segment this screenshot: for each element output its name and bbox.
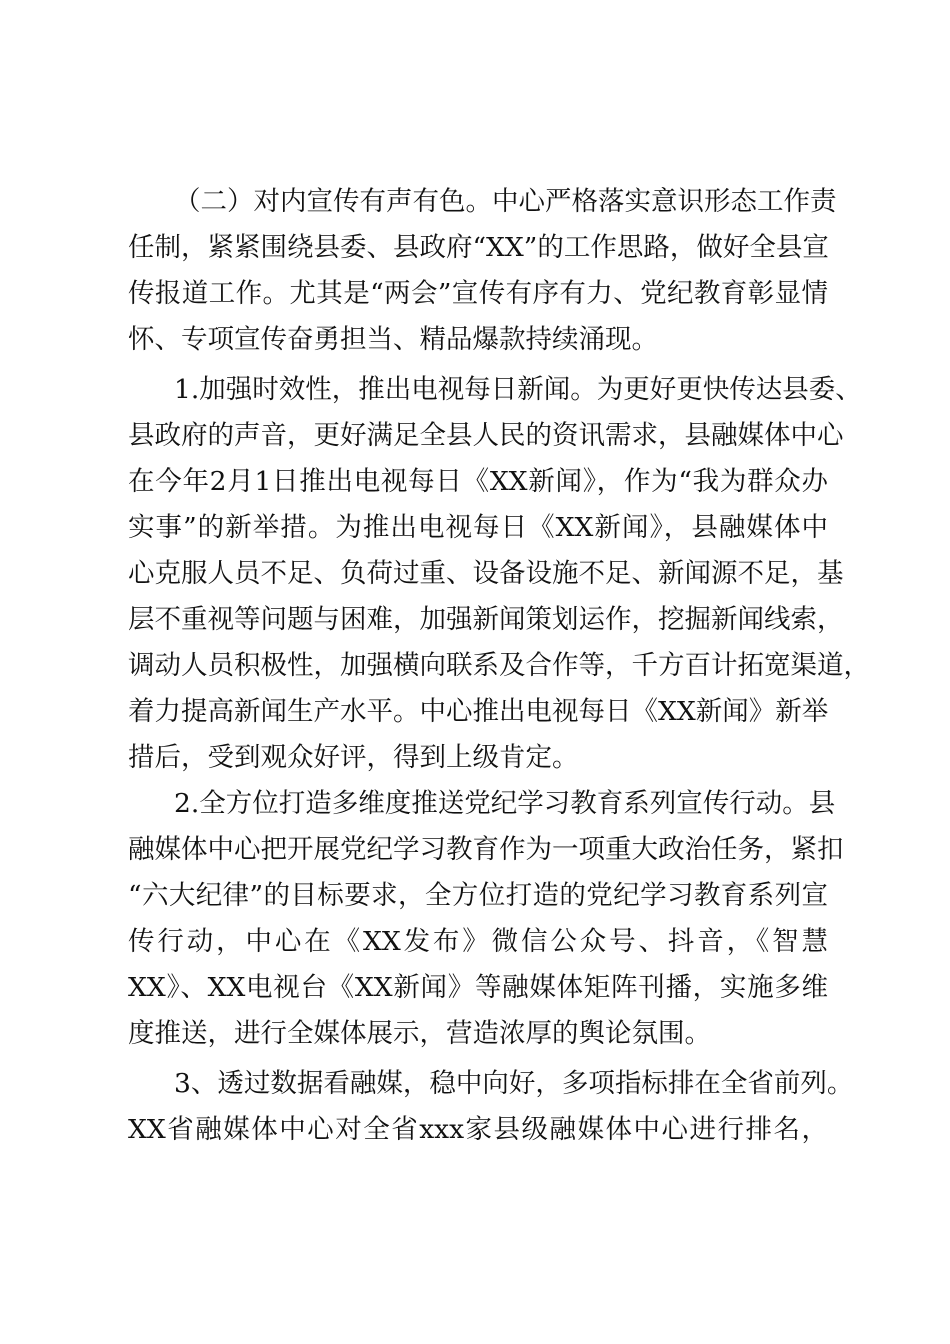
paragraph-line: 心克服人员不足、负荷过重、设备设施不足、新闻源不足，基 xyxy=(128,558,844,589)
paragraph-line: 任制，紧紧围绕县委、县政府“XX”的工作思路，做好全县宣 xyxy=(128,232,829,263)
paragraph-line: 措后，受到观众好评，得到上级肯定。 xyxy=(128,742,579,773)
item-heading-line: 2.全方位打造多维度推送党纪学习教育系列宣传行动。县 xyxy=(174,788,836,819)
paragraph-line: 融媒体中心把开展党纪学习教育作为一项重大政治任务，紧扣 xyxy=(128,834,844,865)
paragraph-line: XX》、XX电视台《XX新闻》等融媒体矩阵刊播，实施多维 xyxy=(128,972,828,1003)
paragraph-line: 传行动，中心在《XX发布》微信公众号、抖音，《智慧 xyxy=(128,926,828,957)
section-heading-line: （二）对内宣传有声有色。中心严格落实意识形态工作责 xyxy=(174,186,837,217)
paragraph-line: 传报道工作。尤其是“两会”宣传有序有力、党纪教育彰显情 xyxy=(128,278,828,309)
paragraph-line: “六大纪律”的目标要求，全方位打造的党纪学习教育系列宣 xyxy=(128,880,828,911)
item-heading-line: 3、透过数据看融媒，稳中向好，多项指标排在全省前列。 xyxy=(174,1068,854,1099)
paragraph-line: 调动人员积极性，加强横向联系及合作等，千方百计拓宽渠道， xyxy=(128,650,870,681)
paragraph-line: 县政府的声音，更好满足全县人民的资讯需求，县融媒体中心 xyxy=(128,420,844,451)
paragraph-line: 着力提高新闻生产水平。中心推出电视每日《XX新闻》新举 xyxy=(128,696,829,727)
paragraph-line: 怀、专项宣传奋勇担当、精品爆款持续涌现。 xyxy=(128,324,658,355)
paragraph-line: 实事”的新举措。为推出电视每日《XX新闻》，县融媒体中 xyxy=(128,512,828,543)
paragraph-line: XX省融媒体中心对全省xxx家县级融媒体中心进行排名， xyxy=(128,1114,828,1145)
paragraph-line: 在今年2月1日推出电视每日《XX新闻》，作为“我为群众办 xyxy=(128,466,828,497)
paragraph-line: 层不重视等问题与困难，加强新闻策划运作，挖掘新闻线索， xyxy=(128,604,844,635)
paragraph-line: 度推送，进行全媒体展示，营造浓厚的舆论氛围。 xyxy=(128,1018,711,1049)
item-heading-line: 1.加强时效性，推出电视每日新闻。为更好更快传达县委、 xyxy=(174,374,862,405)
